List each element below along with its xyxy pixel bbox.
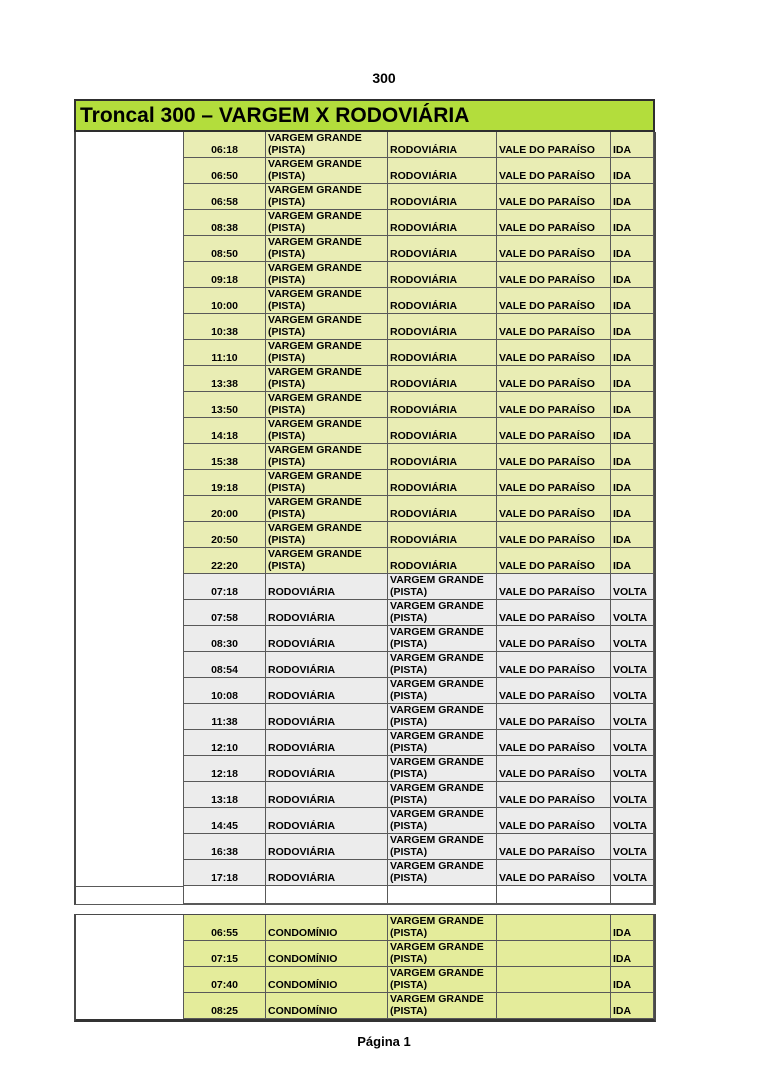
via-cell: VALE DO PARAÍSO bbox=[497, 730, 611, 756]
direction-cell: VOLTA bbox=[611, 678, 654, 704]
direction-cell: VOLTA bbox=[611, 730, 654, 756]
via-cell: VALE DO PARAÍSO bbox=[497, 756, 611, 782]
direction-cell: IDA bbox=[611, 444, 654, 470]
destination-cell: VARGEM GRANDE (PISTA) bbox=[388, 652, 497, 678]
destination-cell: RODOVIÁRIA bbox=[388, 470, 497, 496]
origin-cell bbox=[266, 886, 388, 904]
departure-time-cell: 07:58 bbox=[184, 600, 266, 626]
row-spacer-cell bbox=[76, 808, 184, 834]
direction-cell: IDA bbox=[611, 522, 654, 548]
schedule-row bbox=[76, 314, 654, 340]
direction-cell: IDA bbox=[611, 548, 654, 574]
direction-cell bbox=[611, 886, 654, 904]
schedule-condominio-body bbox=[76, 915, 654, 1019]
destination-cell: RODOVIÁRIA bbox=[388, 184, 497, 210]
via-cell: VALE DO PARAÍSO bbox=[497, 392, 611, 418]
via-cell: VALE DO PARAÍSO bbox=[497, 236, 611, 262]
row-spacer-cell bbox=[76, 392, 184, 418]
origin-cell: RODOVIÁRIA bbox=[266, 704, 388, 730]
departure-time-cell: 16:38 bbox=[184, 834, 266, 860]
origin-cell: VARGEM GRANDE (PISTA) bbox=[266, 366, 388, 392]
departure-time-cell: 10:00 bbox=[184, 288, 266, 314]
schedule-row bbox=[76, 288, 654, 314]
schedule-row bbox=[76, 496, 654, 522]
origin-cell: CONDOMÍNIO bbox=[266, 967, 388, 993]
via-cell bbox=[497, 886, 611, 904]
direction-cell: IDA bbox=[611, 210, 654, 236]
via-cell: VALE DO PARAÍSO bbox=[497, 548, 611, 574]
departure-time-cell: 07:15 bbox=[184, 941, 266, 967]
departure-time-cell: 09:18 bbox=[184, 262, 266, 288]
direction-cell: VOLTA bbox=[611, 808, 654, 834]
row-spacer-cell bbox=[76, 444, 184, 470]
via-cell: VALE DO PARAÍSO bbox=[497, 184, 611, 210]
destination-cell: VARGEM GRANDE (PISTA) bbox=[388, 626, 497, 652]
departure-time-cell: 10:38 bbox=[184, 314, 266, 340]
via-cell: VALE DO PARAÍSO bbox=[497, 262, 611, 288]
schedule-row bbox=[76, 756, 654, 782]
row-spacer-cell bbox=[76, 886, 184, 904]
origin-cell: RODOVIÁRIA bbox=[266, 600, 388, 626]
destination-cell: RODOVIÁRIA bbox=[388, 548, 497, 574]
schedule-row bbox=[76, 967, 654, 993]
page-footer-page-number: Página 1 bbox=[357, 1034, 411, 1049]
origin-cell: RODOVIÁRIA bbox=[266, 808, 388, 834]
route-title-bar bbox=[74, 99, 655, 132]
departure-time-cell: 06:55 bbox=[184, 915, 266, 941]
direction-cell: IDA bbox=[611, 366, 654, 392]
via-cell: VALE DO PARAÍSO bbox=[497, 496, 611, 522]
schedule-row bbox=[76, 808, 654, 834]
destination-cell: RODOVIÁRIA bbox=[388, 236, 497, 262]
direction-cell: IDA bbox=[611, 314, 654, 340]
schedule-row bbox=[76, 993, 654, 1019]
schedule-row bbox=[76, 184, 654, 210]
via-cell: VALE DO PARAÍSO bbox=[497, 626, 611, 652]
origin-cell: VARGEM GRANDE (PISTA) bbox=[266, 210, 388, 236]
schedule-row bbox=[76, 915, 654, 941]
direction-cell: VOLTA bbox=[611, 652, 654, 678]
direction-cell: IDA bbox=[611, 132, 654, 158]
via-cell: VALE DO PARAÍSO bbox=[497, 678, 611, 704]
direction-cell: IDA bbox=[611, 392, 654, 418]
direction-cell: IDA bbox=[611, 184, 654, 210]
via-cell: VALE DO PARAÍSO bbox=[497, 652, 611, 678]
direction-cell: VOLTA bbox=[611, 860, 654, 886]
schedule-row bbox=[76, 340, 654, 366]
schedule-row bbox=[76, 941, 654, 967]
row-spacer-cell bbox=[76, 522, 184, 548]
schedule-row bbox=[76, 132, 654, 158]
destination-cell: RODOVIÁRIA bbox=[388, 522, 497, 548]
via-cell: VALE DO PARAÍSO bbox=[497, 704, 611, 730]
schedule-row bbox=[76, 444, 654, 470]
schedule-row bbox=[76, 730, 654, 756]
departure-time-cell: 10:08 bbox=[184, 678, 266, 704]
row-spacer-cell bbox=[76, 418, 184, 444]
schedule-row bbox=[76, 886, 654, 904]
schedule-row bbox=[76, 626, 654, 652]
departure-time-cell: 19:18 bbox=[184, 470, 266, 496]
schedule-row bbox=[76, 704, 654, 730]
destination-cell: RODOVIÁRIA bbox=[388, 262, 497, 288]
row-spacer-cell bbox=[76, 730, 184, 756]
direction-cell: VOLTA bbox=[611, 704, 654, 730]
origin-cell: CONDOMÍNIO bbox=[266, 993, 388, 1019]
row-spacer-cell bbox=[76, 288, 184, 314]
via-cell bbox=[497, 993, 611, 1019]
destination-cell: VARGEM GRANDE (PISTA) bbox=[388, 704, 497, 730]
destination-cell bbox=[388, 886, 497, 904]
departure-time-cell: 06:58 bbox=[184, 184, 266, 210]
departure-time-cell: 11:38 bbox=[184, 704, 266, 730]
origin-cell: RODOVIÁRIA bbox=[266, 860, 388, 886]
via-cell: VALE DO PARAÍSO bbox=[497, 600, 611, 626]
destination-cell: VARGEM GRANDE (PISTA) bbox=[388, 574, 497, 600]
direction-cell: VOLTA bbox=[611, 626, 654, 652]
origin-cell: VARGEM GRANDE (PISTA) bbox=[266, 522, 388, 548]
schedule-row bbox=[76, 392, 654, 418]
row-spacer-cell bbox=[76, 366, 184, 392]
origin-cell: RODOVIÁRIA bbox=[266, 756, 388, 782]
schedule-row bbox=[76, 548, 654, 574]
row-spacer-cell bbox=[76, 860, 184, 886]
departure-time-cell: 12:10 bbox=[184, 730, 266, 756]
origin-cell: VARGEM GRANDE (PISTA) bbox=[266, 470, 388, 496]
destination-cell: VARGEM GRANDE (PISTA) bbox=[388, 730, 497, 756]
departure-time-cell: 14:45 bbox=[184, 808, 266, 834]
via-cell: VALE DO PARAÍSO bbox=[497, 444, 611, 470]
schedule-row bbox=[76, 522, 654, 548]
schedule-table-main bbox=[74, 132, 656, 905]
via-cell: VALE DO PARAÍSO bbox=[497, 470, 611, 496]
destination-cell: VARGEM GRANDE (PISTA) bbox=[388, 993, 497, 1019]
route-title: Troncal 300 – VARGEM X RODOVIÁRIA bbox=[80, 103, 470, 127]
row-spacer-cell bbox=[76, 600, 184, 626]
row-spacer-cell bbox=[76, 470, 184, 496]
origin-cell: RODOVIÁRIA bbox=[266, 834, 388, 860]
row-spacer-cell bbox=[76, 941, 184, 967]
schedule-row bbox=[76, 210, 654, 236]
destination-cell: RODOVIÁRIA bbox=[388, 158, 497, 184]
schedule-row bbox=[76, 366, 654, 392]
via-cell: VALE DO PARAÍSO bbox=[497, 132, 611, 158]
via-cell: VALE DO PARAÍSO bbox=[497, 808, 611, 834]
origin-cell: CONDOMÍNIO bbox=[266, 941, 388, 967]
direction-cell: IDA bbox=[611, 915, 654, 941]
row-spacer-cell bbox=[76, 132, 184, 158]
schedule-row bbox=[76, 418, 654, 444]
destination-cell: RODOVIÁRIA bbox=[388, 392, 497, 418]
departure-time-cell: 08:38 bbox=[184, 210, 266, 236]
row-spacer-cell bbox=[76, 678, 184, 704]
via-cell: VALE DO PARAÍSO bbox=[497, 782, 611, 808]
destination-cell: RODOVIÁRIA bbox=[388, 210, 497, 236]
row-spacer-cell bbox=[76, 652, 184, 678]
destination-cell: VARGEM GRANDE (PISTA) bbox=[388, 941, 497, 967]
row-spacer-cell bbox=[76, 236, 184, 262]
direction-cell: IDA bbox=[611, 262, 654, 288]
destination-cell: RODOVIÁRIA bbox=[388, 288, 497, 314]
destination-cell: RODOVIÁRIA bbox=[388, 444, 497, 470]
row-spacer-cell bbox=[76, 314, 184, 340]
origin-cell: VARGEM GRANDE (PISTA) bbox=[266, 418, 388, 444]
direction-cell: IDA bbox=[611, 941, 654, 967]
origin-cell: VARGEM GRANDE (PISTA) bbox=[266, 288, 388, 314]
via-cell bbox=[497, 967, 611, 993]
via-cell: VALE DO PARAÍSO bbox=[497, 522, 611, 548]
departure-time-cell: 17:18 bbox=[184, 860, 266, 886]
schedule-row bbox=[76, 236, 654, 262]
via-cell: VALE DO PARAÍSO bbox=[497, 366, 611, 392]
row-spacer-cell bbox=[76, 184, 184, 210]
schedule-row bbox=[76, 574, 654, 600]
departure-time-cell: 12:18 bbox=[184, 756, 266, 782]
departure-time-cell: 07:40 bbox=[184, 967, 266, 993]
row-spacer-cell bbox=[76, 574, 184, 600]
destination-cell: VARGEM GRANDE (PISTA) bbox=[388, 782, 497, 808]
departure-time-cell: 11:10 bbox=[184, 340, 266, 366]
departure-time-cell: 07:18 bbox=[184, 574, 266, 600]
origin-cell: RODOVIÁRIA bbox=[266, 652, 388, 678]
origin-cell: VARGEM GRANDE (PISTA) bbox=[266, 184, 388, 210]
direction-cell: VOLTA bbox=[611, 600, 654, 626]
schedule-row bbox=[76, 600, 654, 626]
departure-time-cell: 14:18 bbox=[184, 418, 266, 444]
row-spacer-cell bbox=[76, 834, 184, 860]
departure-time-cell: 08:50 bbox=[184, 236, 266, 262]
via-cell: VALE DO PARAÍSO bbox=[497, 314, 611, 340]
via-cell bbox=[497, 915, 611, 941]
via-cell: VALE DO PARAÍSO bbox=[497, 158, 611, 184]
destination-cell: VARGEM GRANDE (PISTA) bbox=[388, 600, 497, 626]
origin-cell: CONDOMÍNIO bbox=[266, 915, 388, 941]
direction-cell: IDA bbox=[611, 496, 654, 522]
destination-cell: VARGEM GRANDE (PISTA) bbox=[388, 808, 497, 834]
direction-cell: IDA bbox=[611, 967, 654, 993]
row-spacer-cell bbox=[76, 756, 184, 782]
direction-cell: VOLTA bbox=[611, 574, 654, 600]
direction-cell: IDA bbox=[611, 418, 654, 444]
departure-time-cell: 06:50 bbox=[184, 158, 266, 184]
destination-cell: VARGEM GRANDE (PISTA) bbox=[388, 756, 497, 782]
destination-cell: RODOVIÁRIA bbox=[388, 314, 497, 340]
row-spacer-cell bbox=[76, 158, 184, 184]
via-cell: VALE DO PARAÍSO bbox=[497, 418, 611, 444]
schedule-table-condominio bbox=[74, 914, 656, 1022]
destination-cell: RODOVIÁRIA bbox=[388, 132, 497, 158]
departure-time-cell: 20:00 bbox=[184, 496, 266, 522]
direction-cell: IDA bbox=[611, 993, 654, 1019]
direction-cell: VOLTA bbox=[611, 782, 654, 808]
departure-time-cell: 08:54 bbox=[184, 652, 266, 678]
origin-cell: RODOVIÁRIA bbox=[266, 574, 388, 600]
destination-cell: VARGEM GRANDE (PISTA) bbox=[388, 834, 497, 860]
via-cell: VALE DO PARAÍSO bbox=[497, 834, 611, 860]
row-spacer-cell bbox=[76, 704, 184, 730]
schedule-row bbox=[76, 678, 654, 704]
row-spacer-cell bbox=[76, 496, 184, 522]
origin-cell: VARGEM GRANDE (PISTA) bbox=[266, 496, 388, 522]
departure-time-cell: 06:18 bbox=[184, 132, 266, 158]
departure-time-cell: 15:38 bbox=[184, 444, 266, 470]
schedule-main-body bbox=[76, 132, 654, 904]
destination-cell: RODOVIÁRIA bbox=[388, 418, 497, 444]
origin-cell: RODOVIÁRIA bbox=[266, 730, 388, 756]
origin-cell: VARGEM GRANDE (PISTA) bbox=[266, 392, 388, 418]
destination-cell: VARGEM GRANDE (PISTA) bbox=[388, 678, 497, 704]
destination-cell: RODOVIÁRIA bbox=[388, 366, 497, 392]
via-cell: VALE DO PARAÍSO bbox=[497, 340, 611, 366]
destination-cell: RODOVIÁRIA bbox=[388, 340, 497, 366]
row-spacer-cell bbox=[76, 915, 184, 941]
via-cell: VALE DO PARAÍSO bbox=[497, 210, 611, 236]
schedule-row bbox=[76, 262, 654, 288]
origin-cell: VARGEM GRANDE (PISTA) bbox=[266, 314, 388, 340]
direction-cell: VOLTA bbox=[611, 756, 654, 782]
origin-cell: VARGEM GRANDE (PISTA) bbox=[266, 158, 388, 184]
destination-cell: VARGEM GRANDE (PISTA) bbox=[388, 915, 497, 941]
schedule-row bbox=[76, 652, 654, 678]
schedule-row bbox=[76, 470, 654, 496]
departure-time-cell: 08:30 bbox=[184, 626, 266, 652]
schedule-row bbox=[76, 860, 654, 886]
schedule-row bbox=[76, 782, 654, 808]
row-spacer-cell bbox=[76, 967, 184, 993]
direction-cell: IDA bbox=[611, 236, 654, 262]
schedule-row bbox=[76, 158, 654, 184]
departure-time-cell: 22:20 bbox=[184, 548, 266, 574]
destination-cell: RODOVIÁRIA bbox=[388, 496, 497, 522]
departure-time-cell bbox=[184, 886, 266, 904]
direction-cell: IDA bbox=[611, 158, 654, 184]
via-cell bbox=[497, 941, 611, 967]
row-spacer-cell bbox=[76, 548, 184, 574]
direction-cell: VOLTA bbox=[611, 834, 654, 860]
direction-cell: IDA bbox=[611, 470, 654, 496]
origin-cell: VARGEM GRANDE (PISTA) bbox=[266, 548, 388, 574]
origin-cell: RODOVIÁRIA bbox=[266, 626, 388, 652]
origin-cell: VARGEM GRANDE (PISTA) bbox=[266, 236, 388, 262]
origin-cell: VARGEM GRANDE (PISTA) bbox=[266, 262, 388, 288]
origin-cell: RODOVIÁRIA bbox=[266, 678, 388, 704]
page-header-route-number: 300 bbox=[372, 70, 396, 86]
row-spacer-cell bbox=[76, 210, 184, 236]
destination-cell: VARGEM GRANDE (PISTA) bbox=[388, 860, 497, 886]
row-spacer-cell bbox=[76, 626, 184, 652]
destination-cell: VARGEM GRANDE (PISTA) bbox=[388, 967, 497, 993]
direction-cell: IDA bbox=[611, 288, 654, 314]
via-cell: VALE DO PARAÍSO bbox=[497, 288, 611, 314]
via-cell: VALE DO PARAÍSO bbox=[497, 860, 611, 886]
origin-cell: RODOVIÁRIA bbox=[266, 782, 388, 808]
departure-time-cell: 13:18 bbox=[184, 782, 266, 808]
row-spacer-cell bbox=[76, 993, 184, 1019]
departure-time-cell: 08:25 bbox=[184, 993, 266, 1019]
origin-cell: VARGEM GRANDE (PISTA) bbox=[266, 132, 388, 158]
row-spacer-cell bbox=[76, 262, 184, 288]
row-spacer-cell bbox=[76, 782, 184, 808]
direction-cell: IDA bbox=[611, 340, 654, 366]
departure-time-cell: 13:50 bbox=[184, 392, 266, 418]
schedule-row bbox=[76, 834, 654, 860]
origin-cell: VARGEM GRANDE (PISTA) bbox=[266, 444, 388, 470]
departure-time-cell: 13:38 bbox=[184, 366, 266, 392]
origin-cell: VARGEM GRANDE (PISTA) bbox=[266, 340, 388, 366]
departure-time-cell: 20:50 bbox=[184, 522, 266, 548]
via-cell: VALE DO PARAÍSO bbox=[497, 574, 611, 600]
row-spacer-cell bbox=[76, 340, 184, 366]
